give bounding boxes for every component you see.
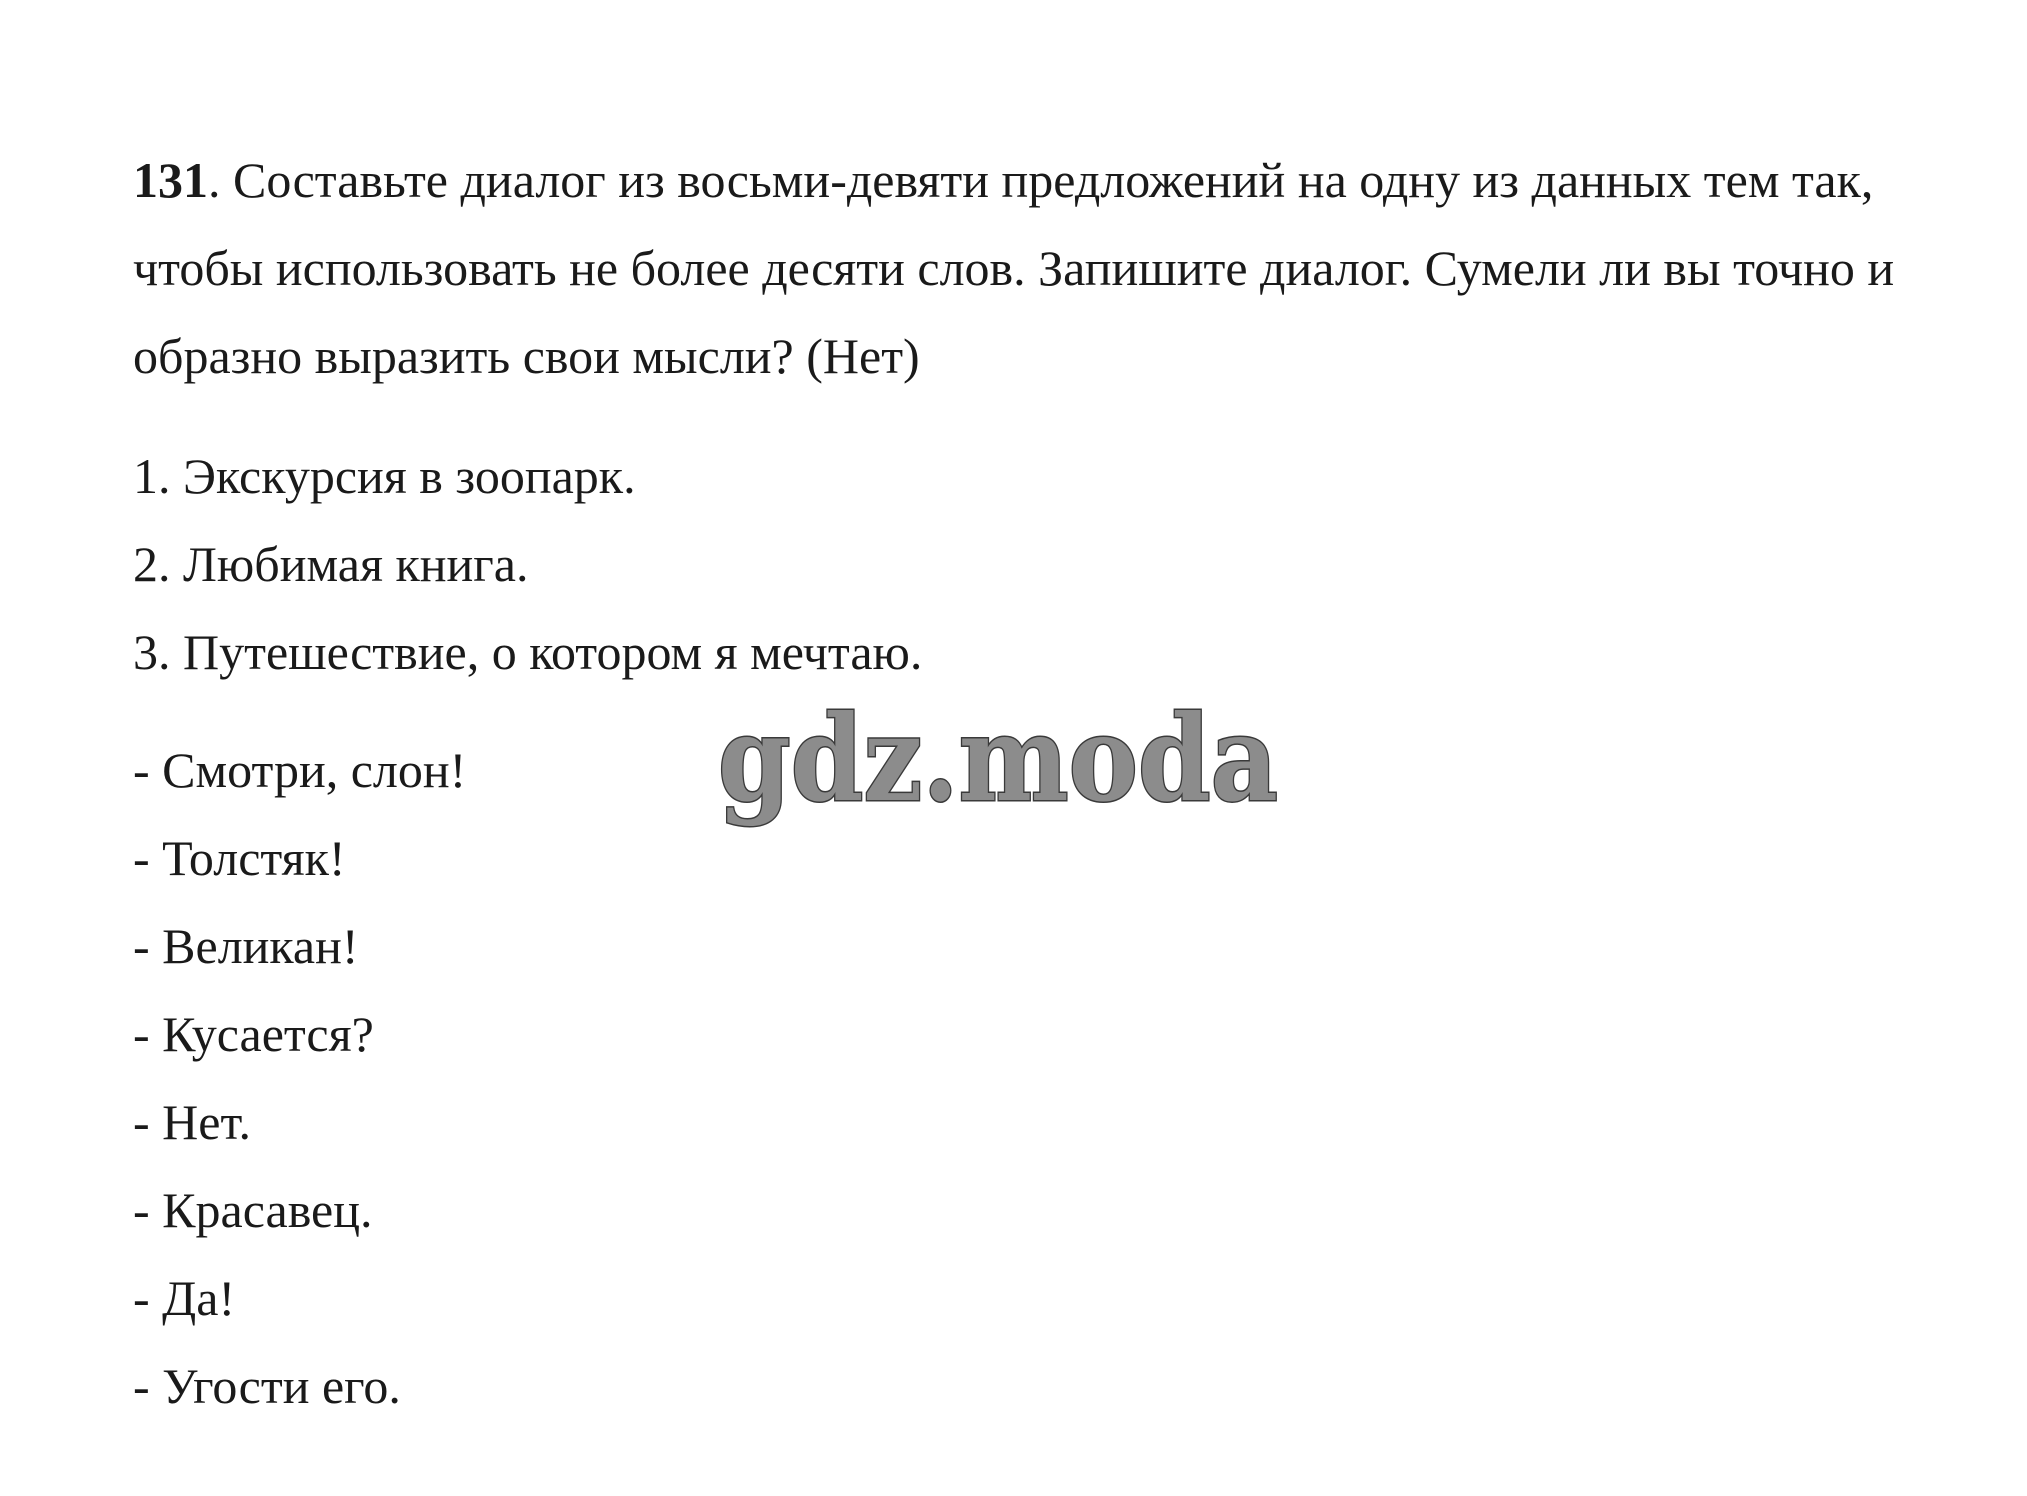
topic-item: 3. Путешествие, о котором я мечтаю. <box>133 624 923 680</box>
topic-item: 1. Экскурсия в зоопарк. <box>133 448 636 504</box>
dialog-line: - Великан! <box>133 918 359 974</box>
watermark-logo <box>710 689 1290 845</box>
topics-list <box>133 432 922 696</box>
task-text: . Составьте диалог из восьми-девяти предложений на одну из данных тем так, чтобы использовать не более десяти слов. Запишите диалог. Сумели ли вы точно и образно выразить свои мысли? (Нет) <box>133 152 1895 384</box>
dialog-line: - Красавец. <box>133 1182 373 1238</box>
topic-item: 2. Любимая книга. <box>133 536 529 592</box>
watermark-text: gdz.moda <box>718 689 1278 828</box>
task-paragraph <box>133 136 1933 400</box>
dialog-line: - Кусается? <box>133 1006 374 1062</box>
task-number: 131 <box>133 152 208 208</box>
dialog-line: - Да! <box>133 1270 236 1326</box>
dialog-line: - Нет. <box>133 1094 252 1150</box>
dialog-line: - Смотри, слон! <box>133 742 467 798</box>
dialog-list <box>133 726 466 1430</box>
dialog-line: - Толстяк! <box>133 830 346 886</box>
dialog-line: - Угости его. <box>133 1358 401 1414</box>
